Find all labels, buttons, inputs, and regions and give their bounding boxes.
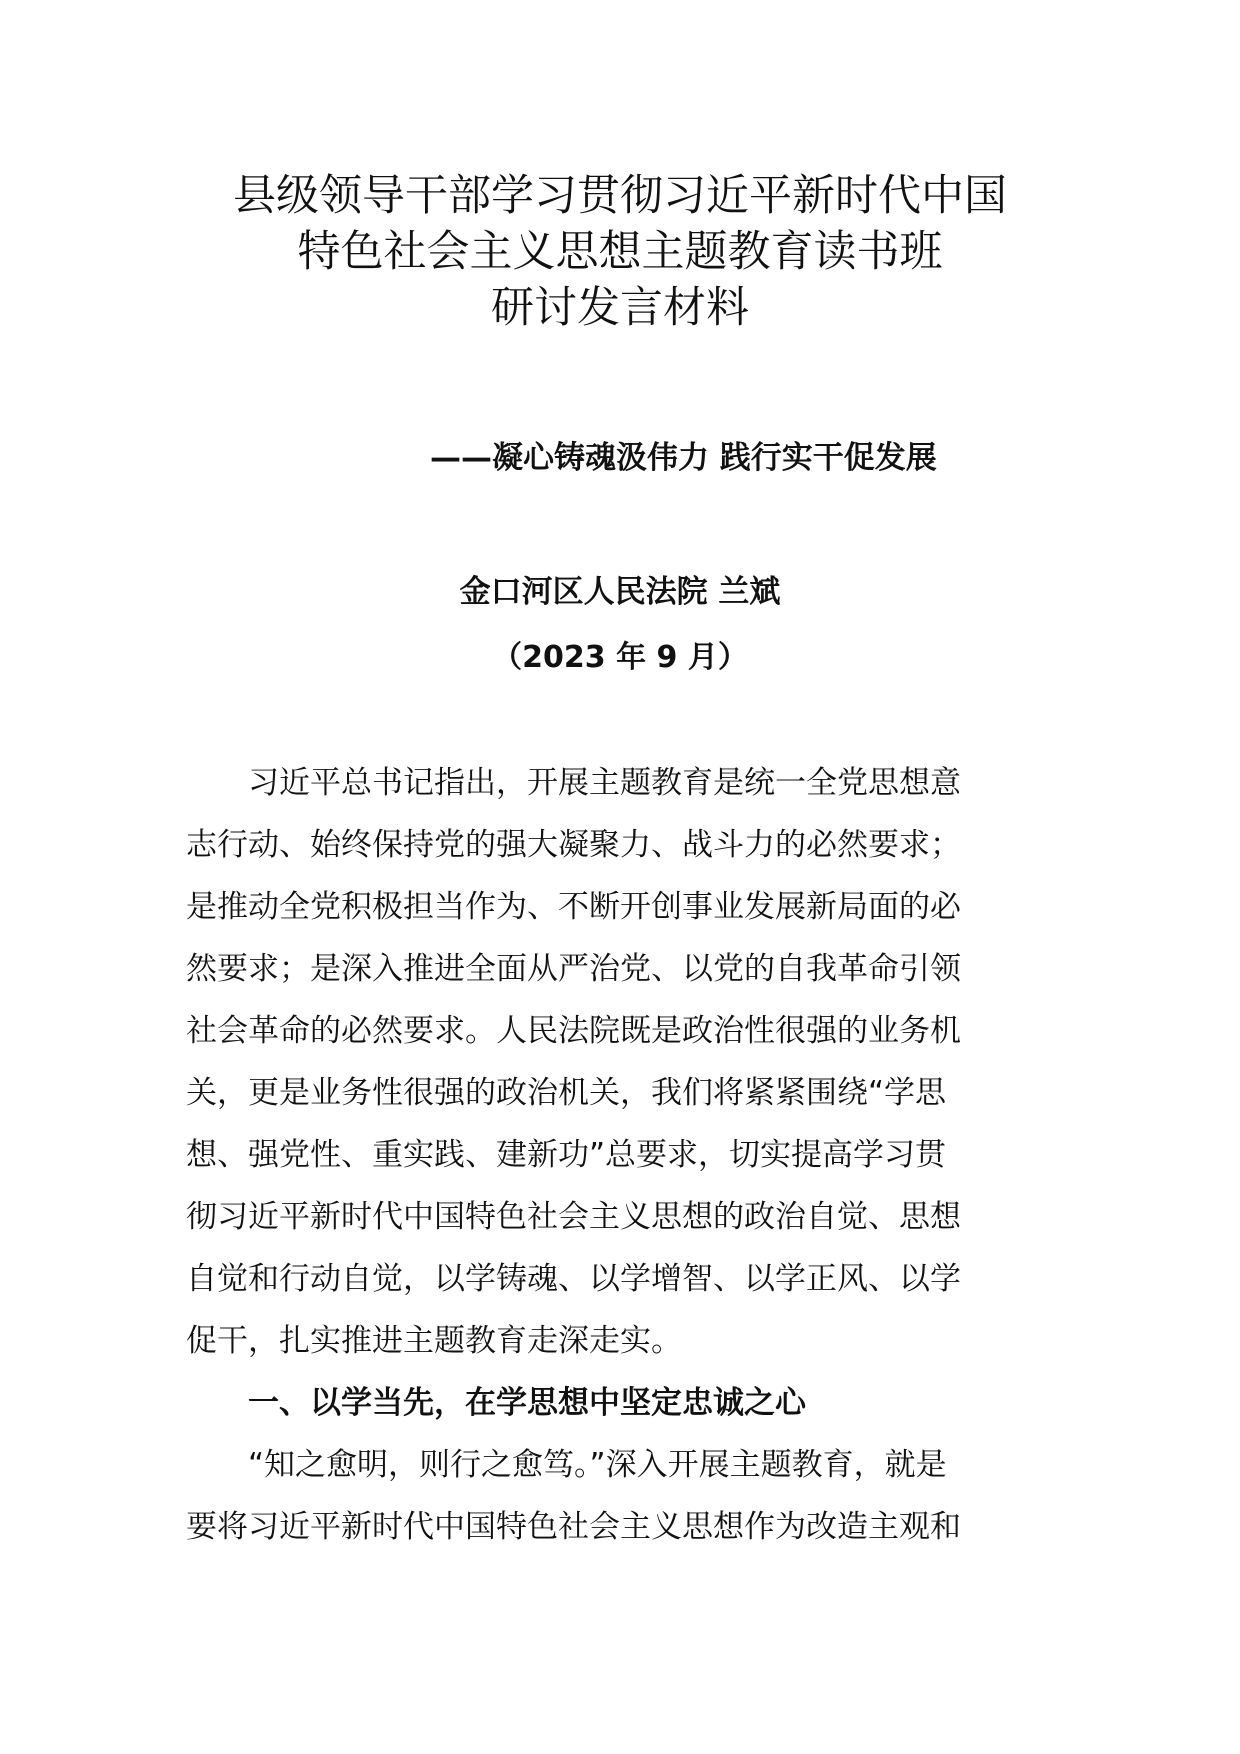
body-line: 彻习近平新时代中国特色社会主义思想的政治自觉、思想: [186, 1199, 961, 1235]
body-line: 关，更是业务性很强的政治机关，我们将紧紧围绕“学思: [186, 1075, 947, 1111]
body-line: 自觉和行动自觉，以学铸魂、以学增智、以学正风、以学: [186, 1261, 961, 1297]
body-line: 促干，扎实推进主题教育走深走实。: [186, 1323, 682, 1359]
document-body: [186, 752, 1056, 1558]
title-line-3: 研讨发言材料: [491, 283, 749, 333]
title-line-2: 特色社会主义思想主题教育读书班: [297, 227, 943, 277]
body-line: 然要求；是深入推进全面从严治党、以党的自我革命引领: [186, 951, 961, 987]
document-title: [150, 168, 1090, 336]
body-line: 社会革命的必然要求。人民法院既是政治性很强的业务机: [186, 1013, 961, 1049]
document-subtitle: ——凝心铸魂汲伟力 践行实干促发展: [430, 440, 937, 476]
document-author: 金口河区人民法院 兰斌: [459, 574, 781, 610]
body-line: 志行动、始终保持党的强大凝聚力、战斗力的必然要求；: [186, 827, 961, 863]
body-line: “知之愈明，则行之愈笃。”深入开展主题教育，就是: [186, 1447, 947, 1483]
title-line-1: 县级领导干部学习贯彻习近平新时代中国: [233, 171, 1007, 221]
body-line: 要将习近平新时代中国特色社会主义思想作为改造主观和: [186, 1509, 961, 1545]
body-line: 是推动全党积极担当作为、不断开创事业发展新局面的必: [186, 889, 961, 925]
body-line: 想、强党性、重实践、建新功”总要求，切实提高学习贯: [186, 1137, 947, 1173]
document-date: （2023 年 9 月）: [492, 640, 748, 675]
body-line: 习近平总书记指出，开展主题教育是统一全党思想意: [186, 765, 961, 801]
section-heading: 一、以学当先，在学思想中坚定忠诚之心: [186, 1385, 806, 1421]
